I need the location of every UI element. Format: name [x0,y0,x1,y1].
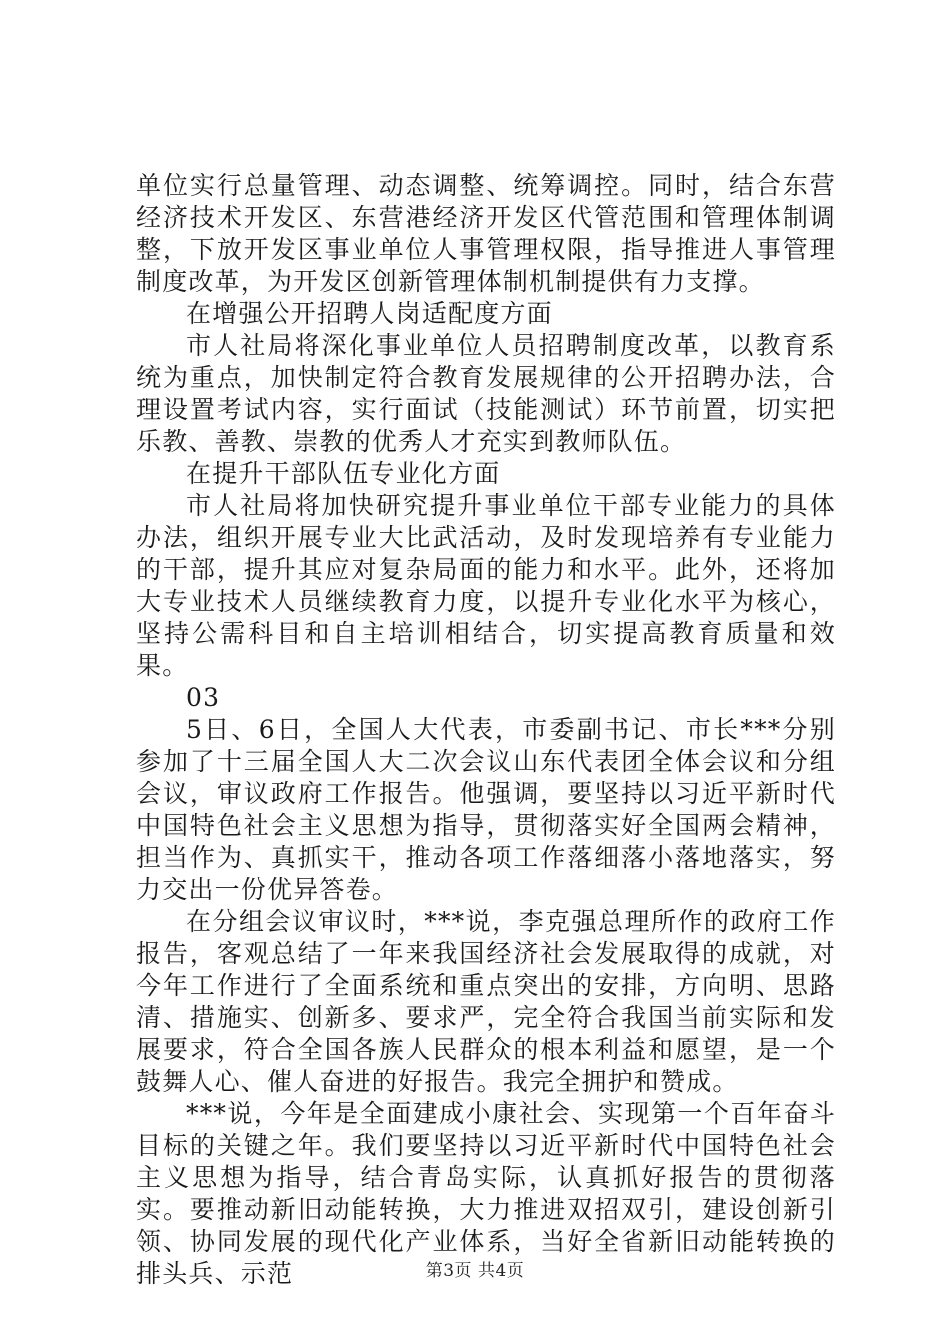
paragraph-professionalization: 市人社局将加快研究提升事业单位干部专业能力的具体办法，组织开展专业大比武活动，及时发现培养有专业能力的干部，提升其应对复杂局面的能力和水平。此外，还将加大专业技术人员继续教育力度，以提升专业化水平为核心，坚持公需科目和自主培训相结合，切实提高教育质量和效果。 [136,491,836,680]
page-number-footer: 第3页 共4页 [425,1261,525,1281]
section-heading-recruitment: 在增强公开招聘人岗适配度方面 [186,299,553,328]
paragraph-key-year: ***说，今年是全面建成小康社会、实现第一个百年奋斗目标的关键之年。我们要坚持以习近平新时代中国特色社会主义思想为指导，结合青岛实际，认真抓好报告的贯彻落实。要推动新旧动能转换，大力推进双招双引，建设创新引领、协同发展的现代化产业体系，当好全省新旧动能转换的排头兵、示范 [136,1099,836,1288]
paragraph-npc-meeting: 5日、6日，全国人大代表，市委副书记、市长***分别参加了十三届全国人大二次会议山东代表团全体会议和分组会议，审议政府工作报告。他强调，要坚持以习近平新时代中国特色社会主义思想为指导，贯彻落实好全国两会精神，担当作为、真抓实干，推动各项工作落细落小落地落实，努力交出一份优异答卷。 [136,715,836,904]
paragraph-continuation: 单位实行总量管理、动态调整、统筹调控。同时，结合东营经济技术开发区、东营港经济开发区代管范围和管理体制调整，下放开发区事业单位人事管理权限，指导推进人事管理制度改革，为开发区创新管理体制机制提供有力支撑。 [136,171,836,296]
section-number: 03 [186,683,221,712]
paragraph-recruitment: 市人社局将深化事业单位人员招聘制度改革，以教育系统为重点，加快制定符合教育发展规律的公开招聘办法，合理设置考试内容，实行面试（技能测试）环节前置，切实把乐教、善教、崇教的优秀人才充实到教师队伍。 [136,331,836,456]
paragraph-group-review: 在分组会议审议时，***说，李克强总理所作的政府工作报告，客观总结了一年来我国经济社会发展取得的成就，对今年工作进行了全面系统和重点突出的安排，方向明、思路清、措施实、创新多、要求严，完全符合我国当前实际和发展要求，符合全国各族人民群众的根本利益和愿望，是一个鼓舞人心、催人奋进的好报告。我完全拥护和赞成。 [136,907,836,1096]
section-heading-professionalization: 在提升干部队伍专业化方面 [186,459,501,488]
document-body [136,170,836,1290]
